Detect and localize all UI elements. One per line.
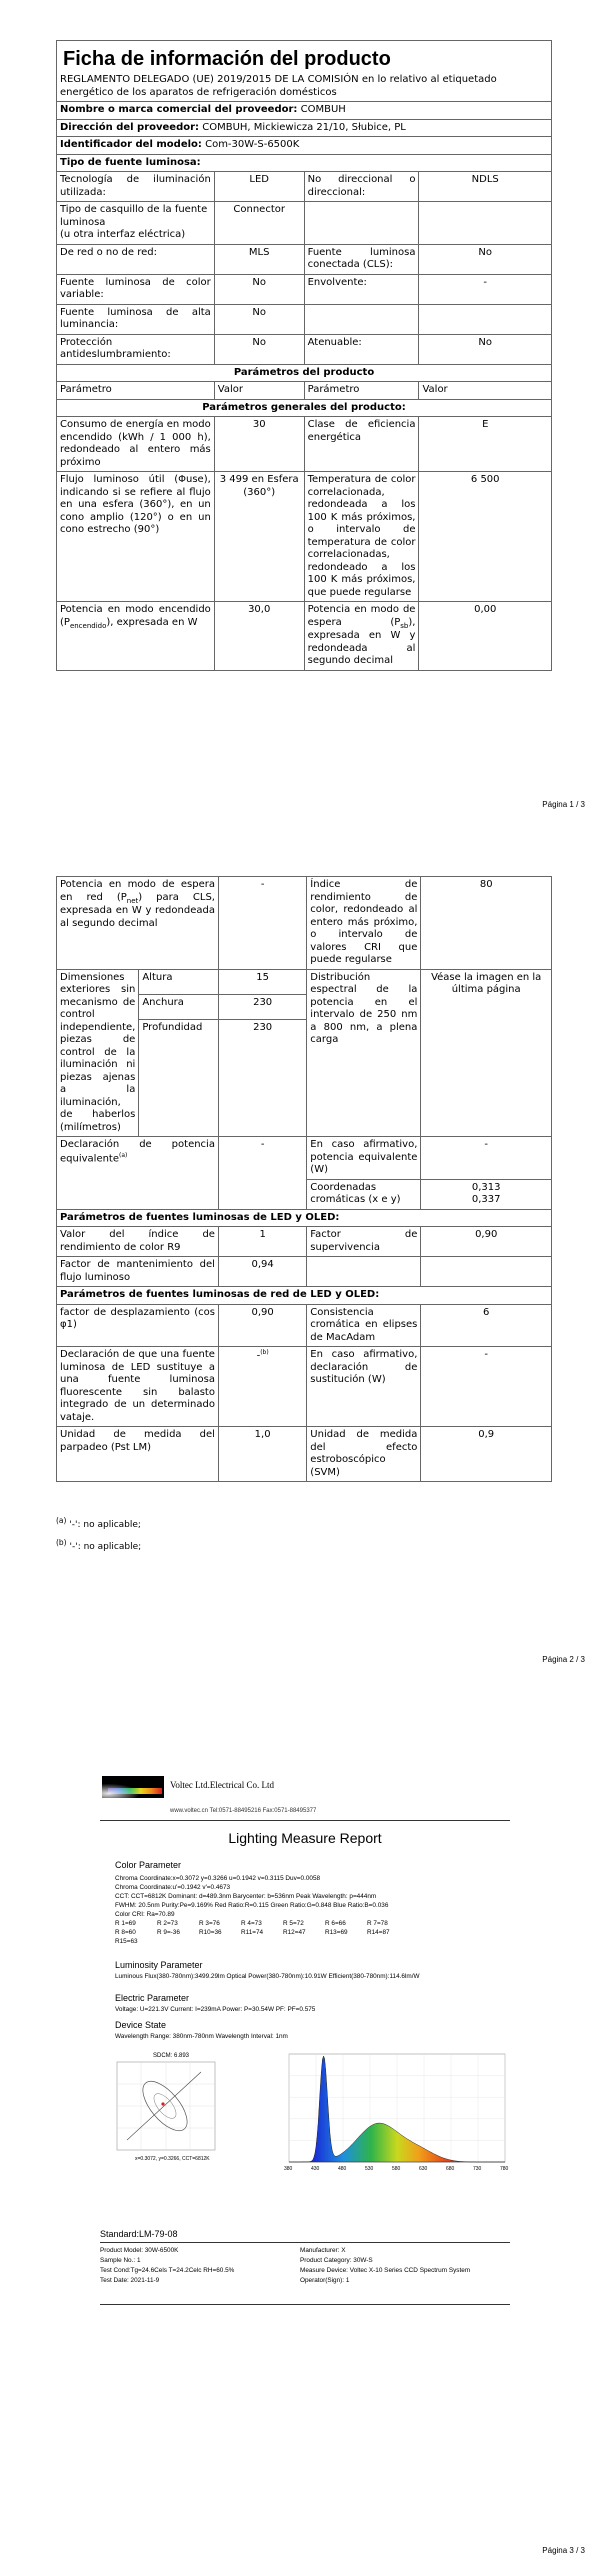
survival-label: Factor de supervivencia: [307, 1227, 421, 1257]
product-info-table-p2: [56, 876, 552, 1482]
product-model: Product Model: 30W-6500K: [100, 2247, 179, 2254]
replacement-mark: (b): [260, 1349, 269, 1356]
supplier-address: COMBUH, Mickiewicza 21/10, Słubice, PL: [202, 121, 406, 133]
manufacturer: Manufacturer: X: [300, 2247, 346, 2254]
spectrum-tick-label: 480: [338, 2166, 347, 2172]
networked-standby-label: [57, 877, 219, 970]
param-col-header-2: Parámetro: [304, 382, 419, 400]
spectrum-tick-label: 430: [311, 2166, 320, 2172]
connected-value: No: [419, 244, 552, 274]
cct-value: 6 500: [419, 472, 552, 602]
energy-class-label: Clase de eficiencia energética: [304, 417, 419, 472]
page-number-3: Página 3 / 3: [542, 2546, 585, 2555]
page-3: [0, 1720, 603, 2560]
sample-no: Sample No.: 1: [100, 2257, 141, 2264]
cri-row-3: [115, 1938, 157, 1945]
on-power-label-a: Potencia en modo encendido (P: [60, 604, 211, 628]
energy-consumption-label: Consumo de energía en modo encendido (kWh / 1 000 h), redondeado al entero más próximo: [57, 417, 215, 472]
macadam-value: 6: [421, 1304, 552, 1347]
lumin-line: Luminous Flux(380-780nm):3499.29lm Optical Power(380-780nm):10.91W Efficient(380-780nm):114.6lm/W: [115, 1973, 420, 1980]
colour-tunable-value: No: [214, 274, 304, 304]
spectrum-tick-label: 780: [500, 2166, 509, 2172]
footnote-a: [56, 1516, 141, 1531]
equiv-power-yes-label: En caso afirmativo, potencia equivalente (W): [307, 1137, 421, 1180]
spectral-label: Distribución espectral de la potencia en el intervalo de 250 nm a 800 nm, a plena carga: [307, 969, 421, 1137]
anti-glare-value: No: [214, 334, 304, 364]
supplier-address-label: Dirección del proveedor:: [60, 121, 200, 133]
footer-rule: [100, 2304, 510, 2305]
cri-value: R13=69: [325, 1929, 348, 1936]
chromaticity-y: 0,337: [471, 1194, 501, 1205]
mains-led-header: Parámetros de fuentes luminosas de red de LED y OLED:: [57, 1287, 552, 1305]
chromaticity-value: [421, 1179, 552, 1209]
cri-value: R12=47: [283, 1929, 306, 1936]
energy-consumption-value: 30: [214, 417, 304, 472]
note-a-text: '-': no aplicable;: [69, 1520, 141, 1530]
stroboscopic-value: 0,9: [421, 1427, 552, 1482]
macadam-label: Consistencia cromática en elipses de MacAdam: [307, 1304, 421, 1347]
mains-label: De red o no de red:: [57, 244, 215, 274]
page-2: [0, 860, 603, 1680]
flicker-value: 1,0: [218, 1427, 306, 1482]
envelope-label: Envolvente:: [304, 274, 419, 304]
light-source-type-label: Tipo de fuente luminosa:: [57, 154, 552, 172]
general-params-header: Parámetros generales del producto:: [57, 399, 552, 417]
model-id-label: Identificador del modelo:: [60, 139, 202, 150]
supplier-name: COMBUH: [300, 104, 346, 115]
r9-label: Valor del índice de rendimiento de color R9: [57, 1227, 219, 1257]
non-directional-label: No direccional o direccional:: [304, 172, 419, 202]
standby-label-a: Potencia en modo de espera (P: [307, 604, 416, 628]
page-title: Ficha de información del producto: [63, 48, 391, 70]
note-a-mark: (a): [56, 1516, 67, 1525]
networked-standby-label-b: ) para CLS, expresada en W y redondeada al segundo decimal: [60, 891, 215, 929]
networked-standby-value: -: [218, 877, 306, 970]
colour-tunable-label: Fuente luminosa de color variable:: [57, 274, 215, 304]
networked-standby-label-a: Potencia en modo de espera en red (P: [60, 879, 215, 903]
energy-class-value: E: [419, 417, 552, 472]
cri-value: R 9=-36: [157, 1929, 180, 1936]
replacement-yes-label: En caso afirmativo, declaración de sustitución (W): [307, 1347, 421, 1427]
depth-value: 230: [218, 1020, 306, 1137]
spectrum-tick-label: 530: [365, 2166, 374, 2172]
width-value: 230: [218, 994, 306, 1019]
lumen-maint-label: Factor de mantenimiento del flujo luminoso: [57, 1257, 219, 1287]
test-date: Test Date: 2021-11-9: [100, 2277, 160, 2284]
product-category: Product Category: 30W-S: [300, 2257, 373, 2264]
cri-label: Índice de rendimiento de color, redondeado al entero más próximo, o intervalo de valores CRI que puede regularse: [307, 877, 421, 970]
electric-line: Voltage: U=221.3V Current: I=239mA Power: P=30.54W PF: PF=0.575: [115, 2006, 316, 2013]
mains-value: MLS: [214, 244, 304, 274]
spectrum-tick-label: 680: [446, 2166, 455, 2172]
standard-label: Standard:LM-79-08: [100, 2229, 178, 2239]
on-power-label-b: ), expresada en W: [106, 616, 198, 628]
regulation-text: REGLAMENTO DELEGADO (UE) 2019/2015 DE LA COMISIÓN en lo relativo al etiquetado energético de los aparatos de refrigeración domésticos: [60, 74, 497, 98]
height-value: 15: [218, 969, 306, 994]
cie-caption: x=0.3072, y=0.3266, CCT=6812K: [135, 2156, 210, 2162]
cri-value: 80: [421, 877, 552, 970]
company-logo: [102, 1776, 164, 1798]
networked-standby-sub: net: [126, 896, 139, 905]
spectral-value: Véase la imagen en la última página: [421, 969, 552, 1137]
flux-label: Flujo luminoso útil (Φuse), indicando si se refiere al flujo en una esfera (360°), en un cono amplio (120°) o en un cono estrecho (90°): [57, 472, 215, 602]
cct-label: Temperatura de color correlacionada, redondeada a los 100 K más próximos, o intervalo de temperatura de color correlacionadas, redondeado a los 100 K más próximos, que puede regularse: [304, 472, 419, 602]
survival-value: 0,90: [421, 1227, 552, 1257]
lumen-maint-value: 0,94: [218, 1257, 306, 1287]
cri-value: R10=36: [199, 1929, 222, 1936]
color-line: Color CRI: Ra=70.89: [115, 1911, 175, 1918]
on-power-label: [57, 602, 215, 671]
width-label: Anchura: [139, 994, 219, 1019]
equiv-power-yes-value: -: [421, 1137, 552, 1180]
report-footer: [100, 2242, 510, 2303]
lumin-title: Luminosity Parameter: [115, 1960, 203, 1970]
equiv-power-label: [57, 1137, 219, 1210]
dimmable-label: Atenuable:: [304, 334, 419, 364]
cie-title: SDCM: 6.893: [153, 2053, 190, 2059]
connected-label: Fuente luminosa conectada (CLS):: [304, 244, 419, 274]
supplier-name-row: [57, 102, 552, 120]
flicker-label: Unidad de medida del parpadeo (Pst LM): [57, 1427, 219, 1482]
standby-label: [304, 602, 419, 671]
cri-value: R 8=60: [115, 1929, 136, 1936]
test-cond: Test Cond:Tg=24.6Cels T=24.2Celc RH=60.5%: [100, 2267, 235, 2274]
on-power-sub: encendido: [69, 621, 107, 630]
cie-grid: [117, 2062, 215, 2150]
equiv-power-label-text: Declaración de potencia equivalente: [60, 1139, 215, 1164]
depth-label: Profundidad: [139, 1020, 219, 1137]
technology-value: LED: [214, 172, 304, 202]
supplier-address-row: [57, 119, 552, 137]
report-title: Lighting Measure Report: [228, 1830, 382, 1846]
device-line: Wavelength Range: 380nm-780nm Wavelength Interval: 1nm: [115, 2033, 288, 2040]
value-col-header-2: Valor: [419, 382, 552, 400]
standby-value: 0,00: [419, 602, 552, 671]
cap-label-note: (u otra interfaz eléctrica): [60, 229, 186, 240]
displacement-label: factor de desplazamiento (cos φ1): [57, 1304, 219, 1347]
spectrum-tick-label: 380: [284, 2166, 293, 2172]
cri-value: R15=63: [115, 1938, 138, 1945]
note-b-text: '-': no aplicable;: [69, 1542, 142, 1552]
non-directional-value: NDLS: [419, 172, 552, 202]
measure-device: Measure Device: Voltec X-10 Series CCD Spectrum System: [300, 2267, 471, 2274]
high-luminance-value: No: [214, 304, 304, 334]
report-header: [100, 1768, 510, 1821]
standby-sub: sb: [400, 621, 409, 630]
chromaticity-point: [161, 2102, 164, 2105]
cri-value: R 6=66: [325, 1920, 346, 1927]
displacement-value: 0,90: [218, 1304, 306, 1347]
cri-value: R11=74: [241, 1929, 264, 1936]
replacement-yes-value: -: [421, 1347, 552, 1427]
spectrum-x-ticks: [284, 2166, 509, 2172]
product-params-header: Parámetros del producto: [57, 364, 552, 382]
spectrum-tick-label: 630: [419, 2166, 428, 2172]
cri-value: R 2=73: [157, 1920, 178, 1927]
page-number-1: Página 1 / 3: [542, 800, 585, 809]
spectrum-tick-label: 580: [392, 2166, 401, 2172]
replacement-label: Declaración de que una fuente luminosa de LED sustituye a una fuente luminosa fluorescente sin balasto integrado de un determinado vataje.: [57, 1347, 219, 1427]
standby-label-b: ), expresada en W y redondeada al segundo decimal: [307, 616, 416, 667]
page-number-2: Página 2 / 3: [542, 1655, 585, 1664]
device-title: Device State: [115, 2020, 167, 2030]
product-info-table-p1: [56, 40, 552, 671]
model-id: Com-30W-S-6500K: [205, 139, 300, 150]
page-1: [0, 0, 603, 820]
company-contact: www.voltec.cn Tel:0571-88495216 Fax:0571-88495377: [170, 1808, 317, 1814]
cri-value: R 5=72: [283, 1920, 304, 1927]
cie-diagram: [105, 2048, 225, 2168]
color-param-title: Color Parameter: [115, 1860, 182, 1870]
cap-label: Tipo de casquillo de la fuente luminosa: [60, 204, 208, 228]
spectrum-tick-label: 730: [473, 2166, 482, 2172]
supplier-name-label: Nombre o marca comercial del proveedor:: [60, 104, 298, 115]
sheet-header: [57, 41, 552, 102]
cri-row-2: [115, 1929, 409, 1936]
replacement-value-text: -: [256, 1350, 261, 1362]
color-line: CCT: CCT=6812K Dominant: d=489.3nm Barycenter: b=536nm Peak Wavelength: p=444nm: [115, 1893, 377, 1900]
cap-type-cell: [57, 202, 215, 245]
dimensions-label: Dimensiones exteriores sin mecanismo de control independiente, piezas de control de la iluminación ni piezas ajenas a la iluminación, de haberlos (milímetros): [57, 969, 139, 1137]
flux-value: 3 499 en Esfera (360°): [214, 472, 304, 602]
spectrum-chart: [275, 2050, 515, 2178]
model-id-row: [57, 137, 552, 155]
on-power-value: 30,0: [214, 602, 304, 671]
footnote-b: [56, 1538, 141, 1553]
operator: Operator(Sign): 1: [300, 2277, 350, 2284]
replacement-value: [218, 1347, 306, 1427]
cri-value: R 1=69: [115, 1920, 136, 1927]
cri-value: R14=87: [367, 1929, 390, 1936]
equiv-power-value: -: [218, 1137, 306, 1210]
technology-label: Tecnología de iluminación utilizada:: [57, 172, 215, 202]
color-line: FWHM: 20.5nm Purity:Pe=9.169% Red Ratio:R=0.115 Green Ratio:G=0.848 Blue Ratio:B=0.036: [115, 1902, 389, 1909]
color-line: Chroma Coordinate:x=0.3072 y=0.3266 u=0.1942 v=0.3115 Duv=0.0058: [115, 1875, 321, 1882]
param-col-header: Parámetro: [57, 382, 215, 400]
height-label: Altura: [139, 969, 219, 994]
cap-value: Connector: [214, 202, 304, 245]
dimmable-value: No: [419, 334, 552, 364]
anti-glare-label: Protección antideslumbramiento:: [57, 334, 215, 364]
envelope-value: -: [419, 274, 552, 304]
high-luminance-label: Fuente luminosa de alta luminancia:: [57, 304, 215, 334]
r9-value: 1: [218, 1227, 306, 1257]
cri-value: R 3=76: [199, 1920, 220, 1927]
cri-value: R 7=78: [367, 1920, 388, 1927]
electric-title: Electric Parameter: [115, 1993, 190, 2003]
value-col-header: Valor: [214, 382, 304, 400]
chromaticity-x: 0,313: [471, 1181, 501, 1193]
stroboscopic-label: Unidad de medida del efecto estroboscópico (SVM): [307, 1427, 421, 1482]
note-b-mark: (b): [56, 1538, 67, 1547]
cri-value: R 4=73: [241, 1920, 262, 1927]
led-oled-header: Parámetros de fuentes luminosas de LED y OLED:: [57, 1209, 552, 1227]
company-name: Voltec Ltd.Electrical Co. Ltd: [170, 1780, 275, 1790]
chromaticity-label: Coordenadas cromáticas (x e y): [307, 1179, 421, 1209]
cri-row-1: [115, 1920, 409, 1927]
equiv-power-mark: (a): [119, 1151, 128, 1159]
color-line: Chroma Coordinate:u'=0.1942 v'=0.4673: [115, 1884, 231, 1891]
